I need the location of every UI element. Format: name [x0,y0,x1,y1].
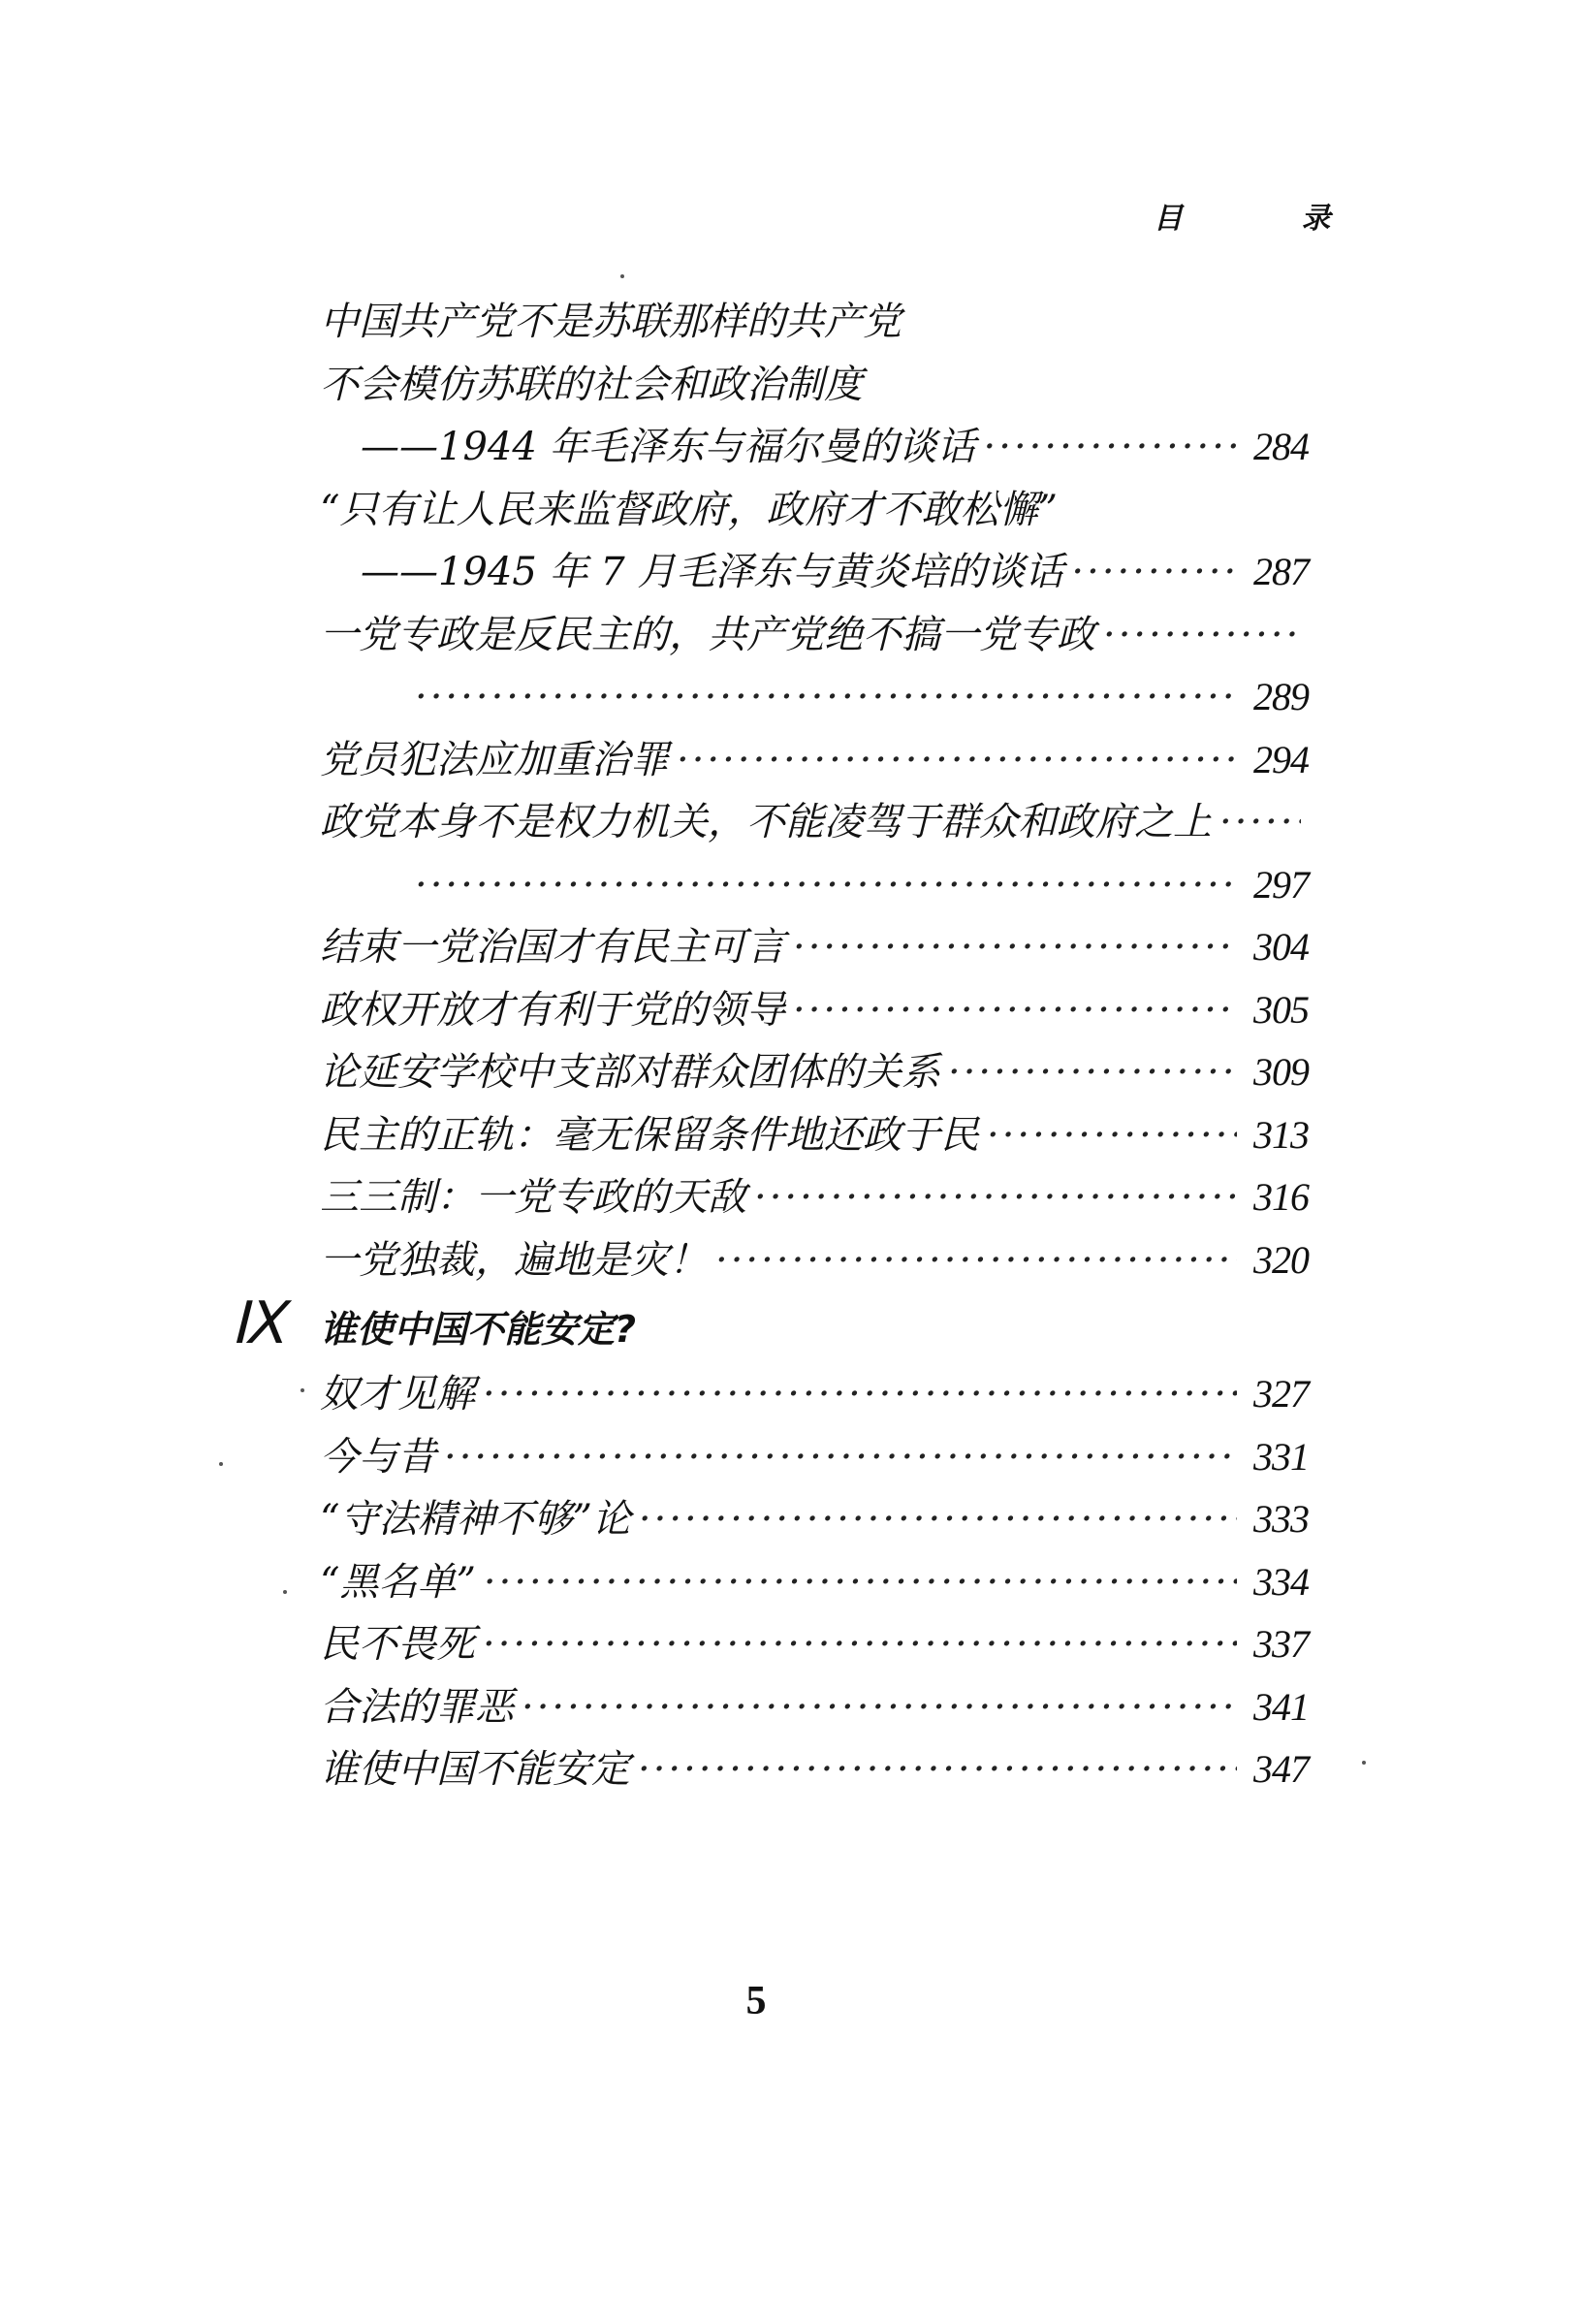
leader-dots [415,666,1237,729]
toc-entry [320,1041,1309,1104]
leader-dots [1219,791,1301,854]
toc-entries-part-9 [320,1363,1309,1801]
leader-dots [1103,604,1301,667]
scan-speck [219,1462,223,1466]
toc-page-number: 347 [1253,1747,1309,1791]
toc-page-number: 309 [1253,1050,1309,1094]
leader-dots [639,1488,1237,1551]
leader-dots [987,1104,1237,1167]
leader-dots [483,1363,1237,1426]
toc-entry [320,416,1309,479]
toc-entry-title: 中国共产党不是苏联那样的共产党 [320,300,902,344]
toc-entry-title: 结束一党治国才有民主可言 [320,925,785,970]
toc-entry [320,1551,1309,1614]
section-title: 谁使中国不能安定? [320,1308,637,1351]
toc-entry-title: ——1944 年毛泽东与福尔曼的谈话 [361,425,976,469]
toc-entry-title: 三三制：一党专政的天敌 [320,1175,746,1220]
leader-dots [677,729,1237,792]
table-of-contents [231,291,1309,1801]
scan-speck [301,1388,304,1392]
toc-page-number: 334 [1253,1559,1309,1604]
toc-entry-title: 今与昔 [320,1434,436,1480]
toc-entry [320,1488,1309,1551]
leader-dots [522,1676,1237,1739]
toc-page-number: 320 [1253,1237,1309,1282]
toc-page-number: 327 [1253,1372,1309,1416]
toc-page-number: 333 [1253,1497,1309,1541]
leader-dots [483,1613,1237,1676]
toc-page-number: 313 [1253,1112,1309,1157]
scan-speck [1362,1761,1366,1765]
section-numeral: Ⅸ [231,1291,285,1355]
toc-entry [320,604,1309,667]
toc-entry [320,1363,1309,1426]
toc-entry [320,354,1309,417]
leader-dots [1071,541,1237,604]
toc-entry-title: 不会模仿苏联的社会和政治制度 [320,362,863,407]
toc-entry [320,1613,1309,1676]
leader-dots [984,416,1237,479]
toc-entry-title: 论延安学校中支部对群众团体的关系 [320,1050,940,1095]
toc-page-number: 337 [1253,1622,1309,1666]
toc-entry-title: 政权开放才有利于党的领导 [320,987,785,1033]
leader-dots [715,1229,1237,1292]
toc-entry-title: “只有让人民来监督政府，政府才不敢松懈” [320,487,1058,532]
toc-entry [320,1738,1309,1801]
toc-entry [320,1676,1309,1739]
toc-page-number: 289 [1253,675,1309,718]
page-number: 5 [745,1979,767,2023]
toc-entry-title: 一党独裁，遍地是灾！ [320,1237,708,1283]
leader-dots [484,1551,1237,1614]
toc-entry-title: 合法的罪恶 [320,1684,514,1730]
section-heading [231,1291,1309,1363]
toc-entry [320,1229,1309,1292]
toc-entry [320,1166,1309,1229]
toc-page-number: 341 [1253,1684,1309,1729]
toc-page-number: 287 [1253,550,1309,593]
leader-dots [754,1166,1237,1229]
toc-entry [320,791,1309,854]
leader-dots [793,979,1237,1042]
toc-page-number: 284 [1253,425,1309,468]
leader-dots [444,1426,1237,1489]
toc-entry-title: 党员犯法应加重治罪 [320,737,669,782]
toc-entry-title: 民不畏死 [320,1622,475,1667]
toc-entry-title: “守法精神不够”论 [320,1497,631,1542]
toc-page-number: 331 [1253,1434,1309,1479]
toc-page-number: 297 [1253,862,1309,907]
toc-entry-title: 一党专政是反民主的，共产党绝不搞一党专政 [320,612,1095,657]
leader-dots [415,854,1237,917]
toc-entry-title: 谁使中国不能安定 [320,1747,630,1792]
toc-entry [320,666,1309,729]
toc-entry [320,979,1309,1042]
toc-entry-title: “黑名单” [320,1559,476,1605]
toc-entry [320,854,1309,917]
toc-entry [320,291,1309,354]
leader-dots [793,916,1237,979]
toc-entry [320,541,1309,604]
toc-entry-title: 民主的正轨：毫无保留条件地还政于民 [320,1112,979,1158]
toc-entries-part-8 [320,291,1309,1291]
toc-page-number: 316 [1253,1175,1309,1219]
toc-entry-title: 政党本身不是权力机关，不能凌驾于群众和政府之上 [320,800,1212,844]
scan-speck [283,1590,287,1594]
leader-dots [638,1738,1237,1801]
scan-speck [620,274,624,278]
toc-entry-title: ——1945 年 7 月毛泽东与黄炎培的谈话 [361,550,1064,594]
toc-entry [320,479,1309,542]
toc-entry [320,1426,1309,1489]
toc-entry-title: 奴才见解 [320,1372,475,1417]
leader-dots [948,1041,1237,1104]
toc-page-number: 294 [1253,737,1309,781]
toc-entry [320,916,1309,979]
running-head: 目 录 [1154,202,1385,236]
toc-entry [320,1104,1309,1167]
toc-page-number: 305 [1253,987,1309,1032]
toc-entry [320,729,1309,792]
toc-page-number: 304 [1253,925,1309,969]
